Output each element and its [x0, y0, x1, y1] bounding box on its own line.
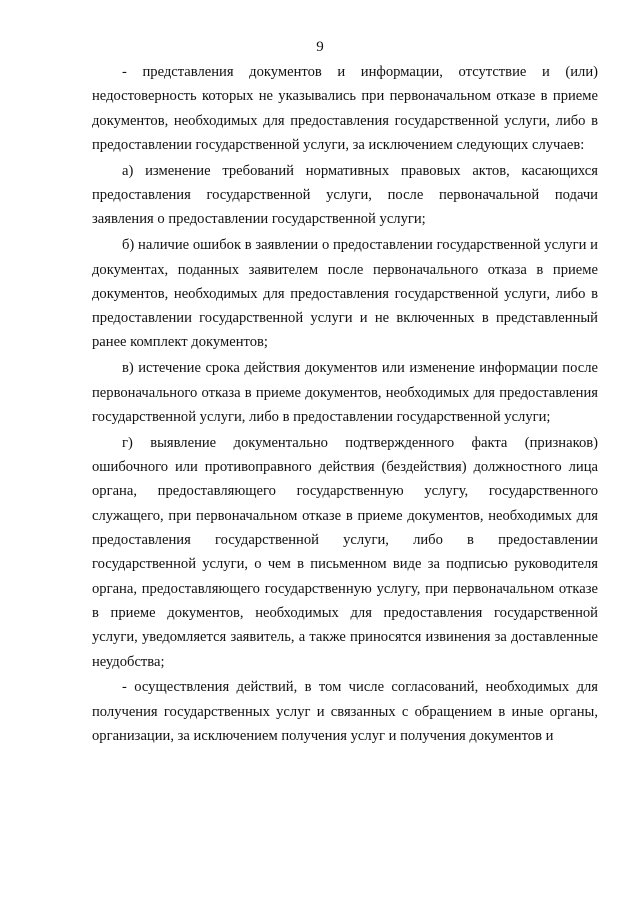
paragraph-item-g: г) выявление документально подтвержденного факта (признаков) ошибочного или противоправного действия (бездействия) должностного лица органа, предоставляющего государственную услугу, государственного служащего, при первоначальном отказе в приеме документов, необходимых для предоставления государственной услуги, либо в предоставлении государственной услуги, о чем в письменном виде за подписью руководителя органа, предоставляющего государственную услугу, при первоначальном отказе в приеме документов, необходимых для предоставления государственной услуги, уведомляется заявитель, а также приносятся извинения за доставленные неудобства;	[92, 434, 598, 670]
paragraph-item-b: б) наличие ошибок в заявлении о предоставлении государственной услуги и документах, поданных заявителем после первоначального отказа в приеме документов, необходимых для предоставления государственной услуги, либо в предоставлении государственной услуги и не включенных в представленный ранее комплект документов;	[92, 237, 598, 351]
page-number: 9	[316, 39, 324, 55]
document-body	[92, 60, 598, 750]
paragraph-actions: - осуществления действий, в том числе согласований, необходимых для получения государственных услуг и связанных с обращением в иные органы, организации, за исключением получения услуг и получения документов и	[92, 679, 598, 744]
paragraph-item-v: в) истечение срока действия документов или изменение информации после первоначального отказа в приеме документов, необходимых для предоставления государственной услуги, либо в предоставлении государственной услуги;	[92, 360, 598, 425]
paragraph-item-a: а) изменение требований нормативных правовых актов, касающихся предоставления государственной услуги, после первоначальной подачи заявления о предоставлении государственной услуги;	[92, 162, 598, 228]
paragraph-document-submission: - представления документов и информации, отсутствие и (или) недостоверность которых не указывались при первоначальном отказе в приеме документов, необходимых для предоставления государственной услуги, либо в предоставлении государственной услуги, за исключением следующих случаев:	[92, 64, 598, 153]
